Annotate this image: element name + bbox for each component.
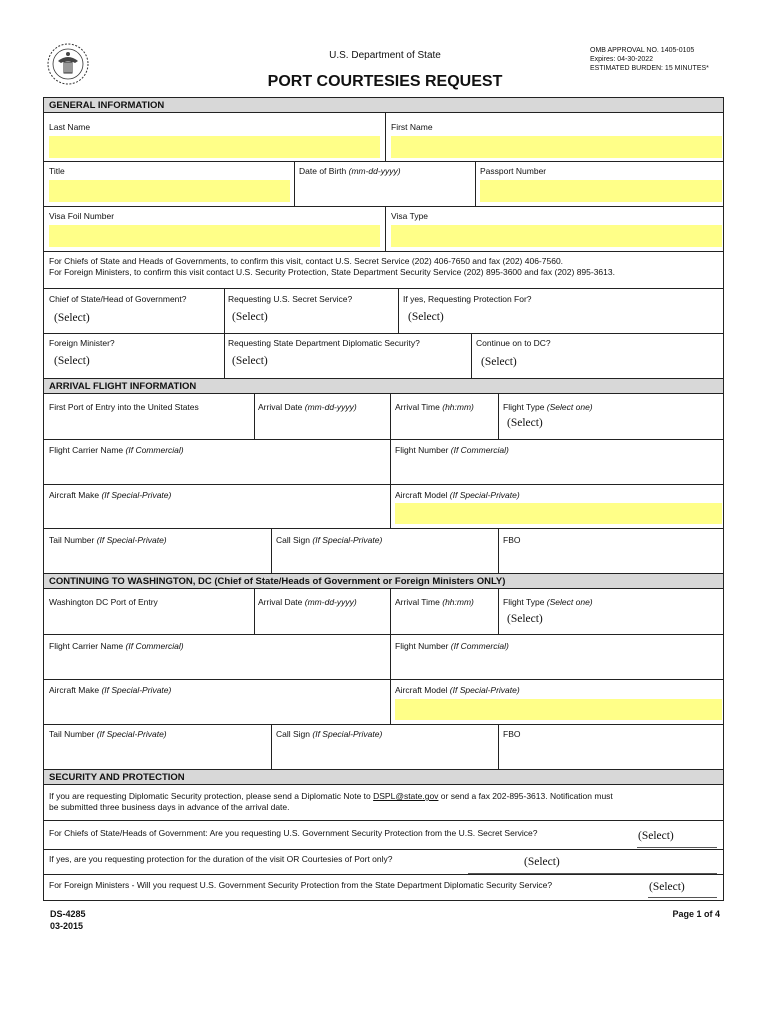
arrival-aircraft-model-label: Aircraft Model (If Special-Private) — [395, 490, 520, 500]
arrival-fbo-label: FBO — [503, 535, 521, 545]
arrival-time-label: Arrival Time (hh:mm) — [395, 402, 474, 412]
dc-flight-type-select[interactable]: (Select) — [507, 613, 543, 625]
arrival-date-label: Arrival Date (mm-dd-yyyy) — [258, 402, 357, 412]
title-field[interactable] — [49, 180, 290, 202]
arrival-port-label: First Port of Entry into the United States — [49, 402, 199, 412]
arrival-flight-number-label: Flight Number (If Commercial) — [395, 445, 509, 455]
continue-dc-label: Continue on to DC? — [476, 338, 551, 348]
arrival-call-sign-label: Call Sign (If Special-Private) — [276, 535, 383, 545]
passport-label: Passport Number — [480, 166, 547, 176]
visa-type-label: Visa Type — [391, 211, 429, 221]
omb-approval: OMB APPROVAL NO. 1405-0105 Expires: 04-30-2022 ESTIMATED BURDEN: 15 MINUTES* — [590, 47, 709, 72]
arrival-flight-type-label: Flight Type (Select one) — [503, 402, 593, 412]
protection-duration-select[interactable]: (Select) — [524, 856, 560, 868]
arrival-aircraft-make-label: Aircraft Make (If Special-Private) — [49, 490, 172, 500]
dob-label: Date of Birth (mm-dd-yyyy) — [299, 166, 401, 176]
dc-tail-number-label: Tail Number (If Special-Private) — [49, 729, 167, 739]
last-name-field[interactable] — [49, 136, 380, 158]
diplomatic-security-select[interactable]: (Select) — [232, 355, 268, 367]
first-name-label: First Name — [391, 122, 433, 132]
dc-arrival-date-label: Arrival Date (mm-dd-yyyy) — [258, 597, 357, 607]
first-name-field[interactable] — [391, 136, 722, 158]
secret-service-select[interactable]: (Select) — [232, 311, 268, 323]
dc-arrival-time-label: Arrival Time (hh:mm) — [395, 597, 474, 607]
dc-flight-number-label: Flight Number (If Commercial) — [395, 641, 509, 651]
section-arrival-flight: ARRIVAL FLIGHT INFORMATION — [44, 378, 723, 394]
diplomatic-security-protection-question: For Foreign Ministers - Will you request U.S. Government Security Protection from the State Department Diplomatic Security Service? — [49, 880, 553, 890]
protection-for-select[interactable]: (Select) — [408, 311, 444, 323]
title-label: Title — [49, 166, 65, 176]
dc-aircraft-make-label: Aircraft Make (If Special-Private) — [49, 685, 172, 695]
form-title: PORT COURTESIES REQUEST — [267, 73, 503, 90]
diplomatic-security-protection-select[interactable]: (Select) — [649, 881, 685, 893]
dspl-email-link[interactable]: DSPL@state.gov — [373, 791, 439, 801]
dc-aircraft-model-label: Aircraft Model (If Special-Private) — [395, 685, 520, 695]
security-note: If you are requesting Diplomatic Security protection, please send a Diplomatic Note to DSPL@state.gov or send a fax 202-895-3613. Notification must be submitted three business days in advance of the arrival date. — [49, 791, 613, 812]
dc-aircraft-model-field[interactable] — [395, 699, 722, 720]
arrival-aircraft-model-field[interactable] — [395, 503, 722, 524]
chief-of-state-label: Chief of State/Head of Government? — [49, 294, 187, 304]
section-general-information: GENERAL INFORMATION — [44, 97, 723, 113]
secret-service-protection-select[interactable]: (Select) — [638, 830, 674, 842]
dc-flight-type-label: Flight Type (Select one) — [503, 597, 593, 607]
section-security-protection: SECURITY AND PROTECTION — [44, 769, 723, 785]
diplomatic-security-label: Requesting State Department Diplomatic Security? — [228, 338, 420, 348]
section-continuing-dc: CONTINUING TO WASHINGTON, DC (Chief of State/Heads of Government or Foreign Ministers ONLY) — [44, 573, 723, 589]
passport-field[interactable] — [480, 180, 722, 202]
foreign-minister-label: Foreign Minister? — [49, 338, 115, 348]
secret-service-protection-question: For Chiefs of State/Heads of Government: Are you requesting U.S. Government Security Protection from the U.S. Secret Service? — [49, 828, 538, 838]
foreign-minister-select[interactable]: (Select) — [54, 355, 90, 367]
chief-of-state-select[interactable]: (Select) — [54, 312, 90, 324]
department-name: U.S. Department of State — [329, 50, 441, 61]
page-number: Page 1 of 4 — [672, 909, 720, 919]
dc-call-sign-label: Call Sign (If Special-Private) — [276, 729, 383, 739]
dc-fbo-label: FBO — [503, 729, 521, 739]
form-body — [43, 97, 724, 901]
dc-port-label: Washington DC Port of Entry — [49, 597, 158, 607]
visa-foil-label: Visa Foil Number — [49, 211, 115, 221]
arrival-carrier-label: Flight Carrier Name (If Commercial) — [49, 445, 184, 455]
visa-type-field[interactable] — [391, 225, 722, 247]
confirmation-note: For Chiefs of State and Heads of Governments, to confirm this visit, contact U.S. Secret Service (202) 406-7650 and fax (202) 406-7560. For Foreign Ministers, to confirm this visit contact U.S. Security Protection, State Department Security Service (202) 895-3600 and fax (202) 895-3613. — [49, 256, 615, 277]
last-name-label: Last Name — [49, 122, 91, 132]
form-identifier: DS-4285 03-2015 — [50, 909, 86, 931]
arrival-flight-type-select[interactable]: (Select) — [507, 417, 543, 429]
protection-duration-question: If yes, are you requesting protection for the duration of the visit OR Courtesies of Port only? — [49, 854, 393, 864]
dc-carrier-label: Flight Carrier Name (If Commercial) — [49, 641, 184, 651]
arrival-tail-number-label: Tail Number (If Special-Private) — [49, 535, 167, 545]
secret-service-label: Requesting U.S. Secret Service? — [228, 294, 353, 304]
continue-dc-select[interactable]: (Select) — [481, 356, 517, 368]
visa-foil-field[interactable] — [49, 225, 380, 247]
protection-for-label: If yes, Requesting Protection For? — [403, 294, 532, 304]
